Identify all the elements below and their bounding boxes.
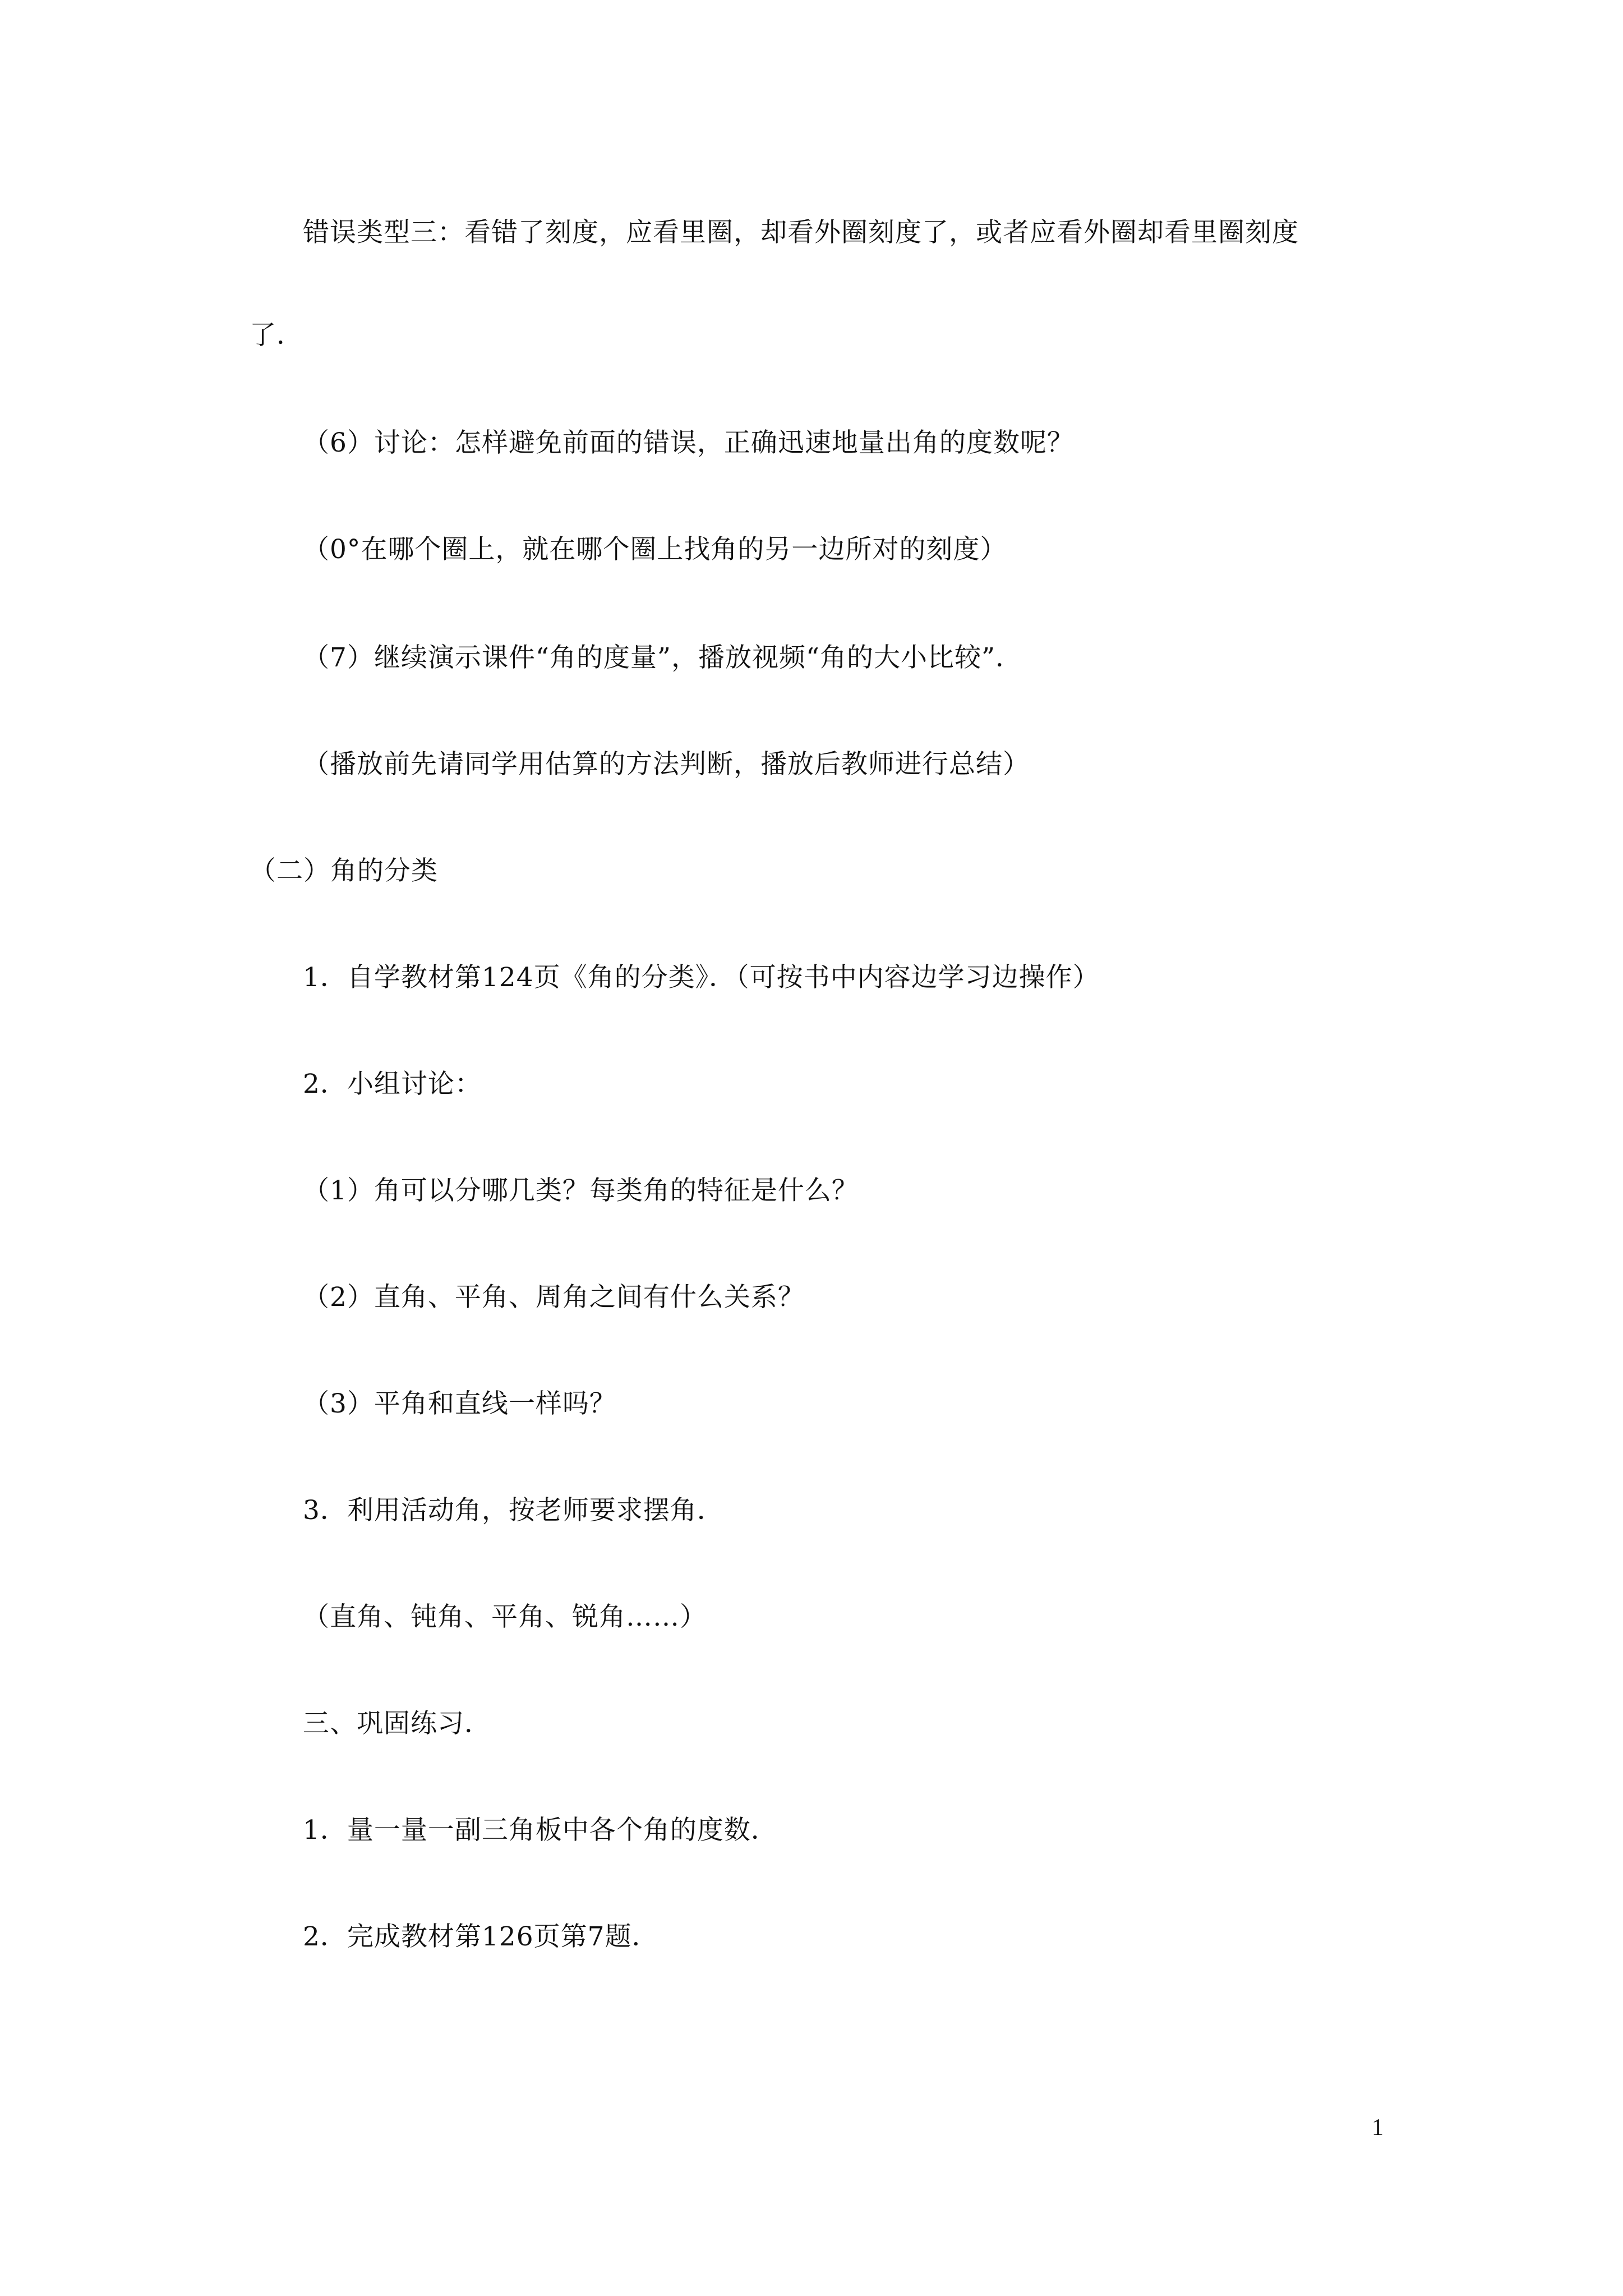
page-number: 1 <box>1372 2115 1384 2141</box>
text-line-error-type-3: 错误类型三：看错了刻度，应看里圈，却看外圈刻度了，或者应看外圈却看里圈刻度 <box>303 217 1299 248</box>
section-heading-practice: 三、巩固练习． <box>303 1708 491 1739</box>
text-line-activity-angle: 3．利用活动角，按老师要求摆角． <box>303 1495 724 1526</box>
text-line-question-1: （1）角可以分哪几类？每类角的特征是什么？ <box>303 1175 859 1206</box>
text-line-zero-degree-note: （0°在哪个圈上，就在哪个圈上找角的另一边所对的刻度） <box>303 534 1007 565</box>
text-line-courseware-7: （7）继续演示课件“角的度量”，播放视频“角的大小比较”． <box>303 642 1023 673</box>
text-line-question-3: （3）平角和直线一样吗？ <box>303 1388 616 1419</box>
text-line-discussion-6: （6）讨论：怎样避免前面的错误，正确迅速地量出角的度数呢？ <box>303 427 1074 458</box>
text-line-self-study: 1．自学教材第124页《角的分类》．（可按书中内容边学习边操作） <box>303 962 1100 993</box>
text-line-question-2: （2）直角、平角、周角之间有什么关系？ <box>303 1282 805 1313</box>
text-line-error-type-3-continued: 了． <box>250 320 303 351</box>
text-line-angle-types: （直角、钝角、平角、锐角……） <box>303 1602 707 1632</box>
text-line-practice-1: 1．量一量一副三角板中各个角的度数． <box>303 1815 778 1846</box>
text-line-estimation-note: （播放前先请同学用估算的方法判断，播放后教师进行总结） <box>303 749 1030 780</box>
text-line-practice-2: 2．完成教材第126页第7题． <box>303 1921 659 1952</box>
section-heading-angle-classification: （二）角的分类 <box>250 855 438 886</box>
text-line-group-discussion: 2．小组讨论： <box>303 1069 482 1099</box>
